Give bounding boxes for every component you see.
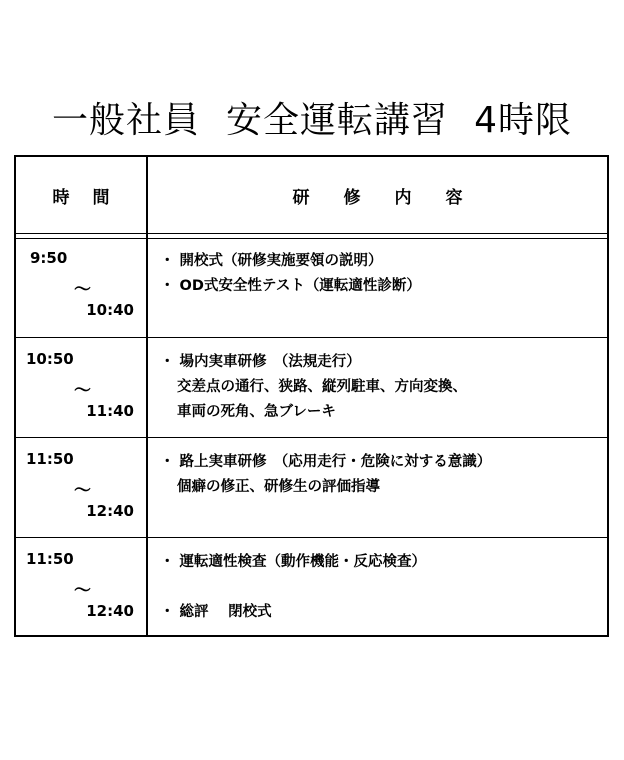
start-time: 9:50 [30, 249, 68, 267]
page-title [0, 92, 624, 143]
start-time: 11:50 [26, 450, 74, 468]
header-time: 時 間 [52, 187, 110, 208]
schedule-table [14, 155, 609, 637]
start-time: 10:50 [26, 350, 74, 368]
start-time: 11:50 [26, 550, 74, 568]
table-row [16, 538, 607, 637]
content-line: ・ 運転適性検査（動作機能・反応検査） [160, 554, 427, 570]
content-line: 個癖の修正、研修生の評価指導 [177, 479, 380, 495]
table-row [16, 237, 607, 337]
end-time: 12:40 [86, 502, 134, 520]
title-part-3: 4時限 [474, 100, 572, 141]
tilde: ～ [74, 581, 91, 601]
time-cell [16, 237, 146, 337]
content-cell [160, 350, 601, 425]
title-part-1: 一般社員 [52, 100, 201, 141]
content-line: ・ 場内実車研修 （法規走行） [160, 354, 361, 370]
table-row [16, 338, 607, 437]
content-line: ・ 総評 閉校式 [160, 604, 272, 620]
content-line: ・ 路上実車研修 （応用走行・危険に対する意識） [160, 454, 492, 470]
table-row [16, 438, 607, 537]
time-cell [16, 538, 146, 637]
tilde: ～ [74, 280, 91, 300]
tilde: ～ [74, 481, 91, 501]
end-time: 10:40 [86, 301, 134, 319]
content-line: ・ 開校式（研修実施要領の説明） [160, 253, 383, 269]
title-part-2: 安全運転講習 [226, 100, 449, 141]
end-time: 11:40 [86, 402, 134, 420]
header-content: 研 修 内 容 [292, 187, 463, 208]
content-cell [160, 249, 601, 299]
content-line: 交差点の通行、狭路、縦列駐車、方向変換、 [177, 379, 467, 395]
content-cell [160, 450, 601, 500]
content-line: ・ OD式安全性テスト（運転適性診断） [160, 278, 421, 294]
end-time: 12:40 [86, 602, 134, 620]
time-cell [16, 338, 146, 437]
content-line-blank [160, 575, 601, 600]
content-cell [160, 550, 601, 625]
content-line: 車両の死角、急ブレーキ [177, 404, 336, 420]
time-cell [16, 438, 146, 537]
tilde: ～ [74, 381, 91, 401]
